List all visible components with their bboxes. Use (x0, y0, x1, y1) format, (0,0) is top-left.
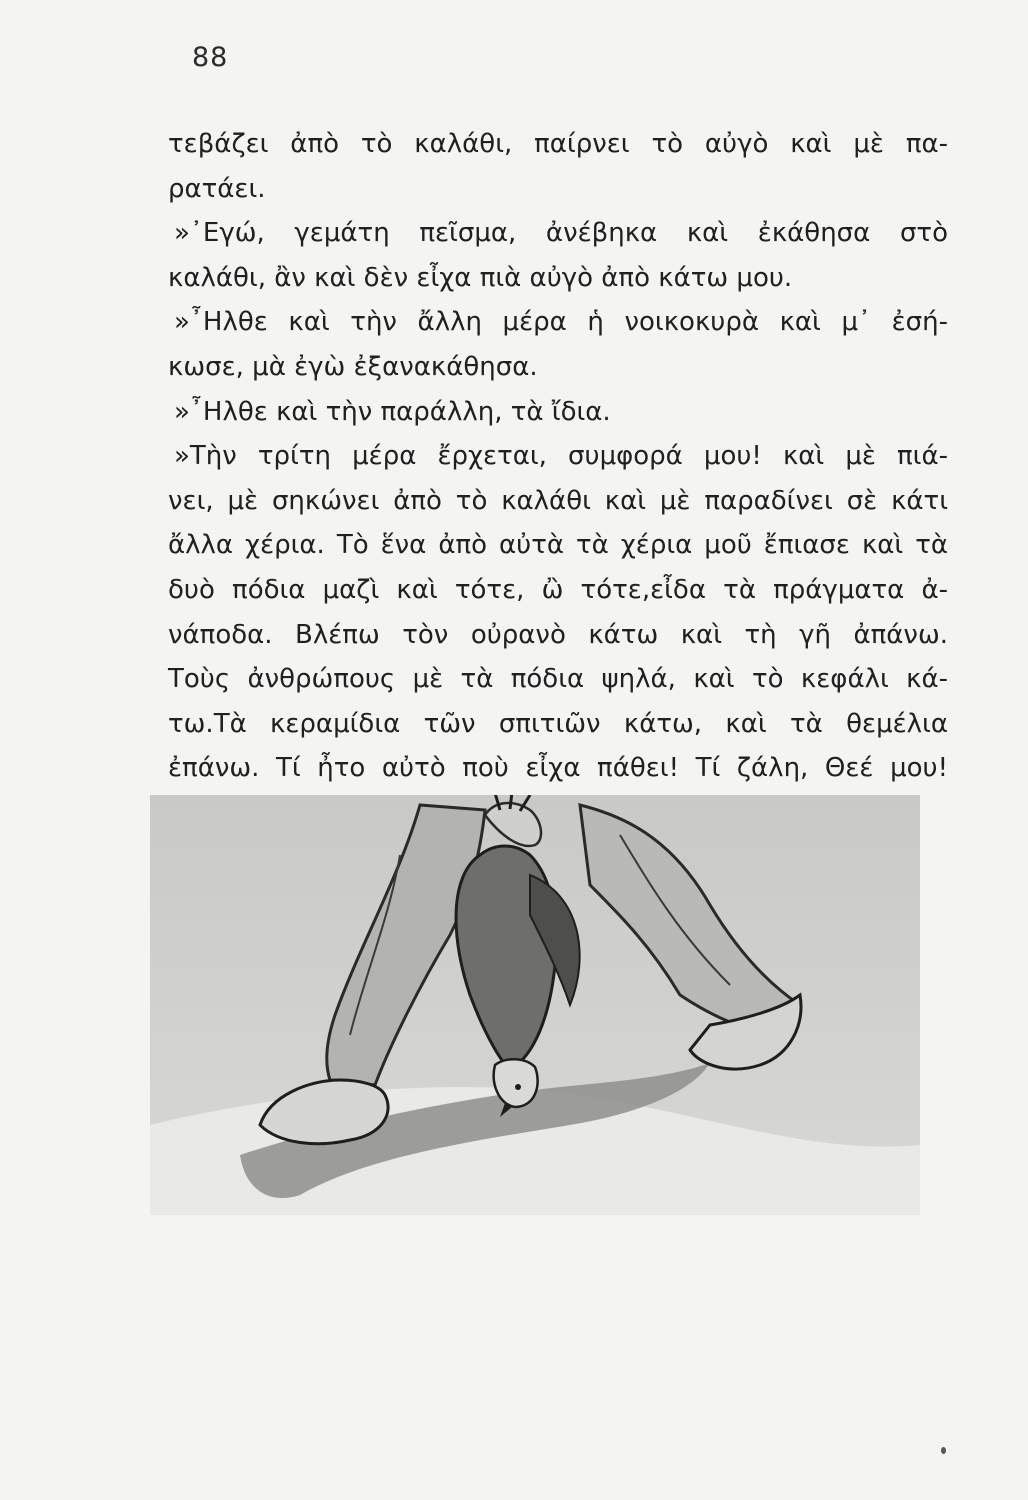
man-walking-carrying-upside-down-hen-icon (150, 795, 920, 1215)
page-speck (941, 1447, 946, 1454)
text-line: »῏Ηλθε καὶ τὴν ἄλλη μέρα ἡ νοικοκυρὰ καὶ μ᾿ ἐσή- (174, 307, 948, 338)
text-line: τεβάζει ἀπὸ τὸ καλάθι, παίρνει τὸ αὐγὸ καὶ μὲ πα- (168, 129, 948, 159)
text-line: »Τὴν τρίτη μέρα ἔρχεται, συμφορά μου! καὶ μὲ πιά- (174, 441, 948, 472)
body-text (168, 122, 948, 791)
text-line: ἐπάνω. Τί ἦτο αὐτὸ ποὺ εἶχα πάθει! Τί ζάλη, Θεέ μου! (168, 753, 948, 784)
text-line: νάποδα. Βλέπω τὸν οὐρανὸ κάτω καὶ τὴ γῆ ἀπάνω. (168, 619, 948, 650)
text-line: »᾿Εγώ, γεμάτη πεῖσμα, ἀνέβηκα καὶ ἐκάθησα στὸ (174, 218, 948, 249)
text-line: δυὸ πόδια μαζὶ καὶ τότε, ὢ τότε,εἶδα τὰ πράγματα ἀ- (168, 574, 948, 605)
text-line: νει, μὲ σηκώνει ἀπὸ τὸ καλάθι καὶ μὲ παραδίνει σὲ κάτι (168, 485, 948, 516)
text-line: Τοὺς ἀνθρώπους μὲ τὰ πόδια ψηλά, καὶ τὸ κεφάλι κά- (168, 664, 948, 695)
text-line: καλάθι, ἂν καὶ δὲν εἶχα πιὰ αὐγὸ ἀπὸ κάτω μου. (168, 262, 793, 293)
text-line: »῏Ηλθε καὶ τὴν παράλλη, τὰ ἴδια. (174, 396, 611, 427)
text-line: ἄλλα χέρια. Τὸ ἕνα ἀπὸ αὐτὰ τὰ χέρια μοῦ ἔπιασε καὶ τὰ (168, 530, 948, 561)
page-number: 88 (192, 42, 229, 73)
text-line: τω.Τὰ κεραμίδια τῶν σπιτιῶν κάτω, καὶ τὰ θεμέλια (168, 708, 948, 739)
text-line: κωσε, μὰ ἐγὼ ἐξανακάθησα. (168, 351, 538, 382)
text-line: ρατάει. (168, 173, 266, 204)
